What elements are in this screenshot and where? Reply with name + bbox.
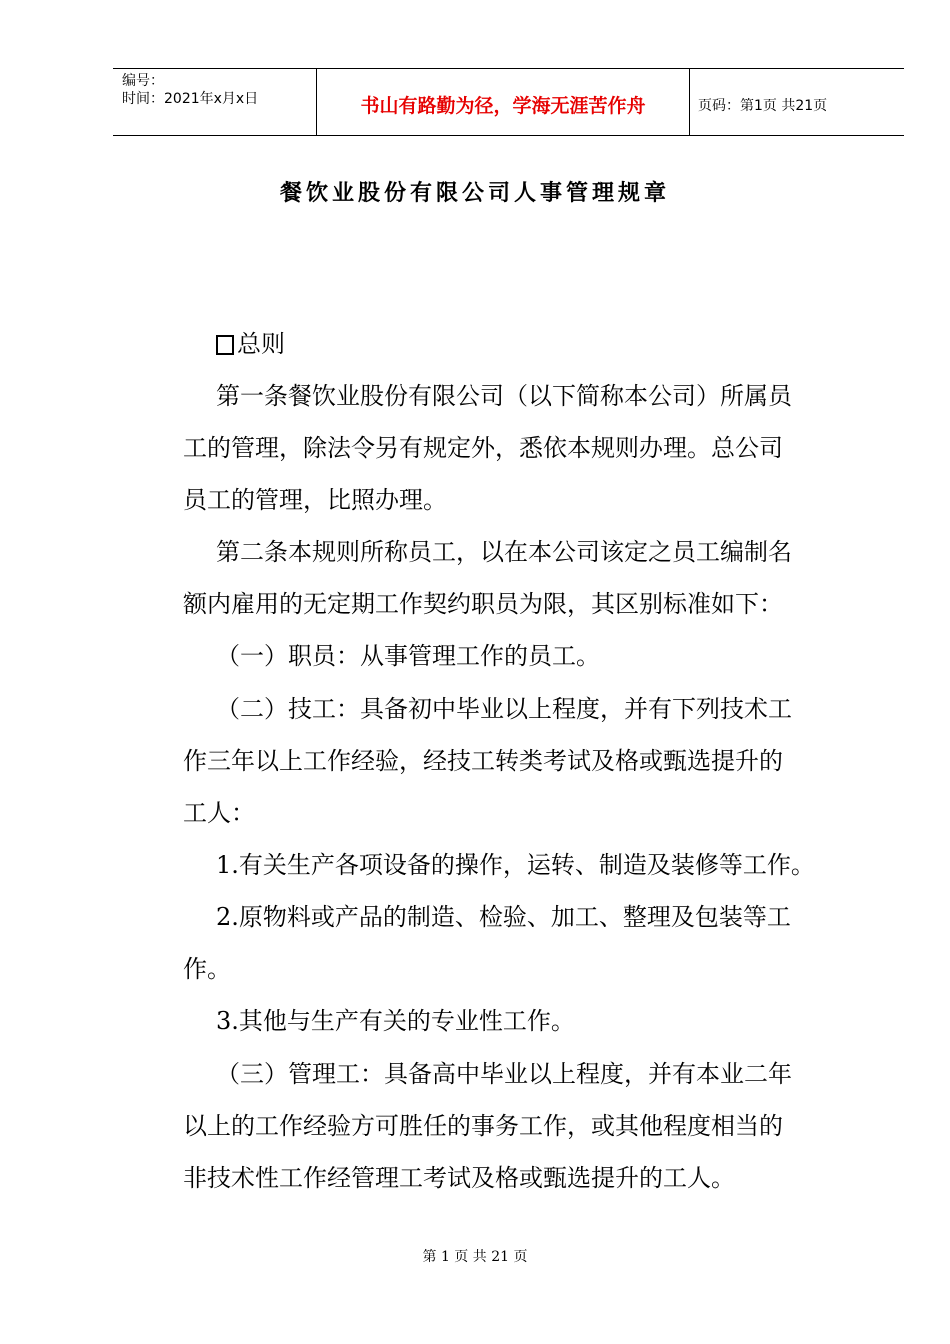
paragraph-line: 3.其他与生产有关的专业性工作。 bbox=[216, 1007, 575, 1035]
header-page-cell bbox=[690, 69, 904, 135]
header-motto-cell bbox=[316, 69, 690, 135]
document-title: 餐饮业股份有限公司人事管理规章 bbox=[279, 180, 670, 206]
paragraph-line: 以上的工作经验方可胜任的事务工作，或其他程度相当的 bbox=[183, 1112, 783, 1140]
paragraph-line: 额内雇用的无定期工作契约职员为限，其区别标准如下： bbox=[183, 590, 783, 618]
section-heading-general bbox=[183, 327, 285, 361]
paragraph-line: 第二条本规则所称员工，以在本公司该定之员工编制名 bbox=[216, 538, 792, 566]
document-header bbox=[113, 68, 904, 136]
paragraph-line: 2.原物料或产品的制造、检验、加工、整理及包装等工 bbox=[216, 903, 791, 931]
checkbox-icon bbox=[216, 335, 234, 355]
paragraph-line: 作三年以上工作经验，经技工转类考试及格或甄选提升的 bbox=[183, 747, 783, 775]
paragraph-line: 1.有关生产各项设备的操作，运转、制造及装修等工作。 bbox=[216, 851, 815, 879]
paragraph-line: （三）管理工：具备高中毕业以上程度，并有本业二年 bbox=[216, 1060, 792, 1088]
page-info: 页码：第1页 共21页 bbox=[698, 98, 828, 114]
paragraph-line: （二）技工：具备初中毕业以上程度，并有下列技术工 bbox=[216, 695, 792, 723]
paragraph-line: 非技术性工作经管理工考试及格或甄选提升的工人。 bbox=[183, 1164, 735, 1192]
section-heading-text: 总则 bbox=[237, 330, 285, 358]
header-meta-cell bbox=[113, 69, 316, 135]
page-footer: 第 1 页 共 21 页 bbox=[422, 1249, 528, 1265]
time-label: 时间：2021年x月x日 bbox=[122, 91, 259, 107]
motto-text: 书山有路勤为径，学海无涯苦作舟 bbox=[360, 95, 646, 117]
paragraph-line: 工的管理，除法令另有规定外，悉依本规则办理。总公司 bbox=[183, 434, 783, 462]
paragraph-line: 作。 bbox=[183, 955, 231, 983]
paragraph-line: 员工的管理，比照办理。 bbox=[183, 486, 447, 514]
paragraph-line: （一）职员：从事管理工作的员工。 bbox=[216, 642, 600, 670]
serial-label: 编号： bbox=[122, 73, 164, 89]
paragraph-line: 工人： bbox=[183, 799, 255, 827]
paragraph-line: 第一条餐饮业股份有限公司（以下简称本公司）所属员 bbox=[216, 382, 792, 410]
